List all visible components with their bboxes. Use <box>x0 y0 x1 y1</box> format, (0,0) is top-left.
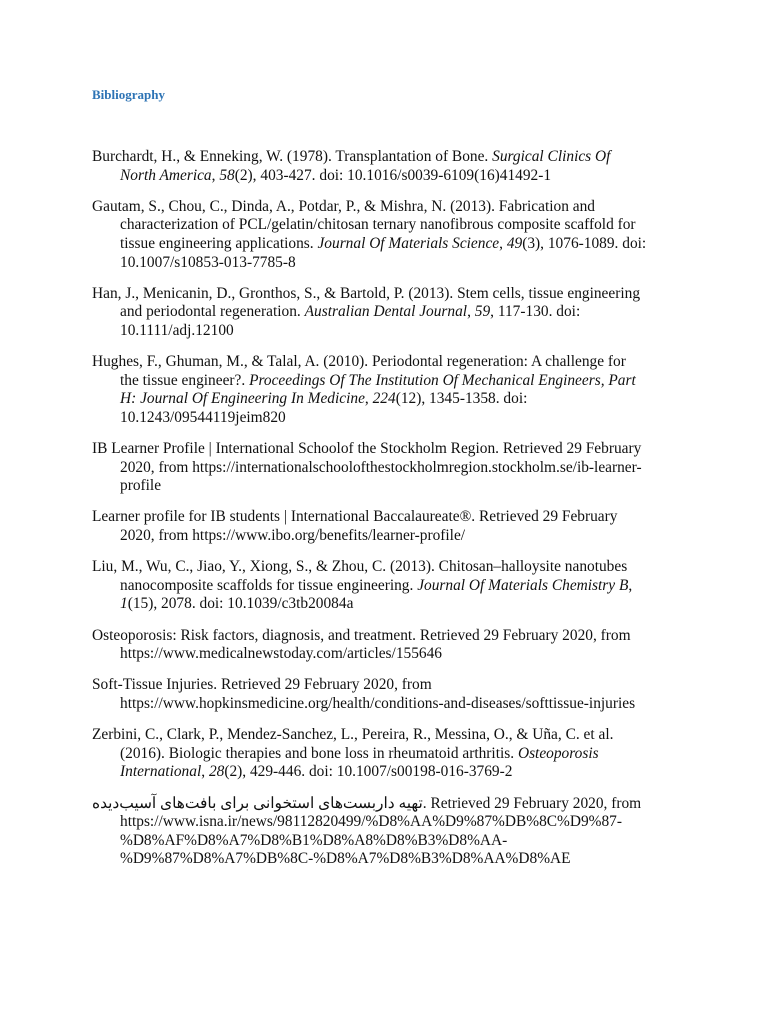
reference-entry <box>92 198 648 272</box>
reference-text: IB Learner Profile | International Schoolof the Stockholm Region. Retrieved 29 February 2020, from https://internationalschoolofthestockholmregion.stockholm.se/ib-learner-profile <box>92 440 642 495</box>
reference-entry <box>92 558 648 614</box>
reference-details: , 117-130. doi: 10.1111/adj.12100 <box>120 303 581 339</box>
reference-list <box>92 148 648 869</box>
reference-authors: Zerbini, C., Clark, P., Mendez-Sanchez, L., Pereira, R., Messina, O., & Uña, C. et al. (2016). Biologic therapies and bone loss in rheumatoid arthritis. <box>92 726 614 762</box>
reference-volume: 58 <box>219 166 235 184</box>
bibliography-heading: Bibliography <box>92 87 165 102</box>
reference-details: . Retrieved 29 February 2020, from https://www.isna.ir/news/98112820499/%D8%AA%D9%87%DB%8C%D9%87-%D8%AF%D8%A7%D8%B1%D8%A8%D8%B3%D8%AA-%D9%87%D8%A7%DB%8C-%D8%A7%D8%B3%D8%AA%D8%AE <box>120 794 642 868</box>
reference-details: (2), 429-446. doi: 10.1007/s00198-016-3769-2 <box>224 763 513 781</box>
reference-entry <box>92 676 648 713</box>
reference-entry <box>92 285 648 341</box>
reference-journal: Osteoporosis International <box>120 744 599 781</box>
reference-entry <box>92 795 648 869</box>
reference-authors: Han, J., Menicanin, D., Gronthos, S., & Bartold, P. (2013). Stem cells, tissue engineering and periodontal regeneration. <box>92 284 641 321</box>
reference-volume: 28 <box>208 763 225 781</box>
reference-sep: , <box>201 763 209 781</box>
reference-entry <box>92 353 648 427</box>
reference-entry <box>92 148 648 185</box>
reference-authors: Hughes, F., Ghuman, M., & Talal, A. (2010). Periodontal regeneration: A challenge for the tissue engineer?. <box>92 353 626 389</box>
reference-authors: Gautam, S., Chou, C., Dinda, A., Potdar, P., & Mishra, N. (2013). Fabrication and characterization of PCL/gelatin/chitosan ternary nanofibrous composite scaffold for tissue engineering applications. <box>92 197 636 252</box>
reference-persian-title: تهیه داربست‌های استخوانی برای بافت‌های آسیب‌دیده <box>92 794 423 812</box>
reference-text: Soft-Tissue Injuries. Retrieved 29 February 2020, from https://www.hopkinsmedicine.org/health/conditions-and-diseases/softtissue-injuries <box>92 676 636 712</box>
reference-journal: Journal Of Materials Science <box>317 234 500 252</box>
reference-details: (15), 2078. doi: 10.1039/c3tb20084a <box>127 595 354 613</box>
reference-text: Learner profile for IB students | International Baccalaureate®. Retrieved 29 February 2020, from https://www.ibo.org/benefits/learner-profile/ <box>92 508 618 545</box>
reference-sep: , <box>467 303 475 321</box>
reference-entry <box>92 726 648 782</box>
reference-journal: Surgical Clinics Of North America <box>120 148 611 184</box>
reference-journal: Australian Dental Journal <box>304 303 468 321</box>
reference-entry <box>92 627 648 664</box>
reference-details: (2), 403-427. doi: 10.1016/s0039-6109(16)41492-1 <box>234 166 552 184</box>
reference-text: Osteoporosis: Risk factors, diagnosis, and treatment. Retrieved 29 February 2020, from https://www.medicalnewstoday.com/articles/155646 <box>92 626 631 663</box>
reference-journal: Journal Of Materials Chemistry B <box>417 576 629 594</box>
reference-volume: 49 <box>506 234 523 252</box>
reference-details: (12), 1345-1358. doi: 10.1243/09544119jeim820 <box>120 390 528 426</box>
reference-volume: 1 <box>120 595 128 613</box>
reference-authors: Liu, M., Wu, C., Jiao, Y., Xiong, S., & Zhou, C. (2013). Chitosan–halloysite nanotubes nanocomposite scaffolds for tissue engineering. <box>92 558 628 594</box>
reference-journal: Proceedings Of The Institution Of Mechanical Engineers, Part H: Journal Of Engineering In Medicine <box>120 371 636 408</box>
reference-volume: 59 <box>474 303 491 321</box>
reference-sep: , <box>364 390 373 408</box>
reference-sep: , <box>211 166 220 184</box>
reference-details: (3), 1076-1089. doi: 10.1007/s10853-013-7785-8 <box>120 234 647 271</box>
reference-entry <box>92 440 648 496</box>
reference-sep: , <box>628 576 633 594</box>
reference-entry <box>92 508 648 545</box>
reference-sep: , <box>499 234 507 252</box>
reference-authors: Burchardt, H., & Enneking, W. (1978). Transplantation of Bone. <box>92 148 493 165</box>
reference-volume: 224 <box>372 390 396 408</box>
